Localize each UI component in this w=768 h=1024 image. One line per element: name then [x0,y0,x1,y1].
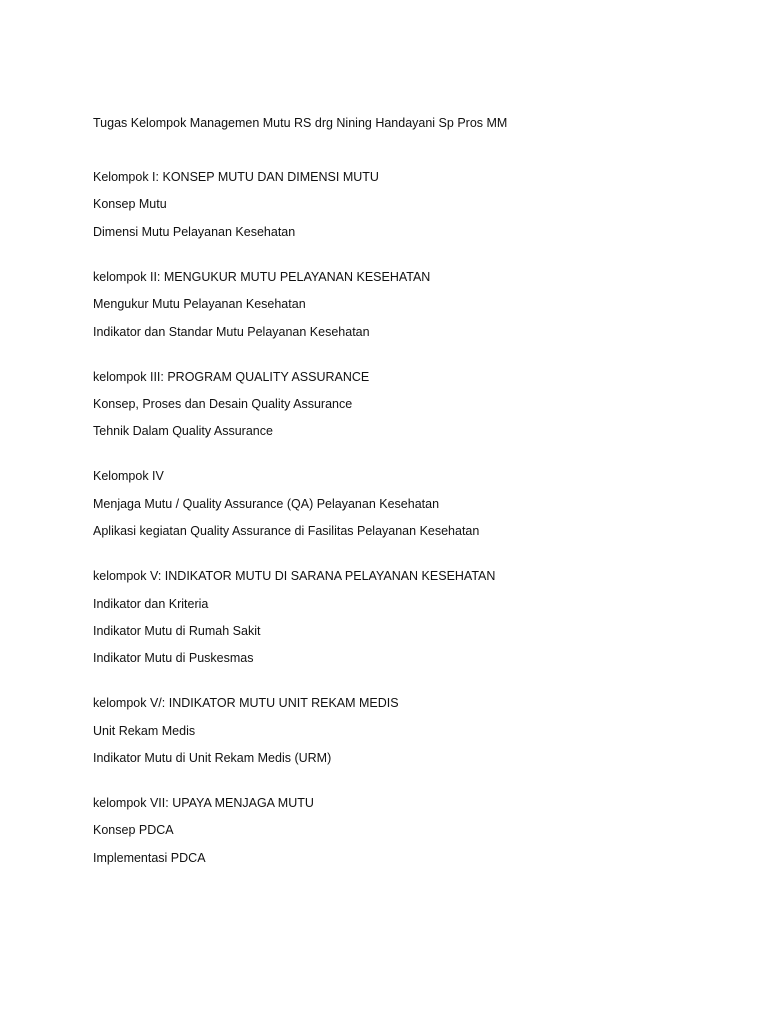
group-topic: Indikator Mutu di Puskesmas [93,651,254,666]
group-topic: Konsep, Proses dan Desain Quality Assurance [93,396,353,411]
group-section [93,368,733,441]
group-topic: Indikator Mutu di Rumah Sakit [93,623,261,638]
group-heading: kelompok V: INDIKATOR MUTU DI SARANA PELAYANAN KESEHATAN [93,569,496,584]
group-heading: Kelompok I: KONSEP MUTU DAN DIMENSI MUTU [93,170,379,184]
group-topic: Konsep PDCA [93,823,174,838]
document-title: Tugas Kelompok Managemen Mutu RS drg Nining Handayani Sp Pros MM [93,116,508,130]
group-topic: Tehnik Dalam Quality Assurance [93,424,273,439]
group-heading: kelompok III: PROGRAM QUALITY ASSURANCE [93,369,370,384]
group-topic: Indikator dan Standar Mutu Pelayanan Kesehatan [93,324,370,339]
group-list [93,168,733,894]
group-topic: Aplikasi kegiatan Quality Assurance di Fasilitas Pelayanan Kesehatan [93,524,480,539]
group-topic: Indikator Mutu di Unit Rekam Medis (URM) [93,751,332,766]
group-topic: Dimensi Mutu Pelayanan Kesehatan [93,224,296,239]
group-topic: Unit Rekam Medis [93,723,196,738]
group-heading: kelompok II: MENGUKUR MUTU PELAYANAN KESEHATAN [93,269,431,284]
group-topic: Mengukur Mutu Pelayanan Kesehatan [93,297,306,312]
group-topic: Menjaga Mutu / Quality Assurance (QA) Pelayanan Kesehatan [93,496,440,511]
group-section [93,567,733,667]
group-heading: kelompok VII: UPAYA MENJAGA MUTU [93,796,314,811]
group-topic: Implementasi PDCA [93,850,206,865]
group-section [93,694,733,767]
group-heading: kelompok V/: INDIKATOR MUTU UNIT REKAM MEDIS [93,696,399,711]
group-section [93,168,733,241]
group-section [93,268,733,341]
group-section [93,794,733,867]
group-topic: Konsep Mutu [93,197,167,212]
group-section [93,467,733,540]
group-heading: Kelompok IV [93,469,164,484]
group-topic: Indikator dan Kriteria [93,596,209,611]
